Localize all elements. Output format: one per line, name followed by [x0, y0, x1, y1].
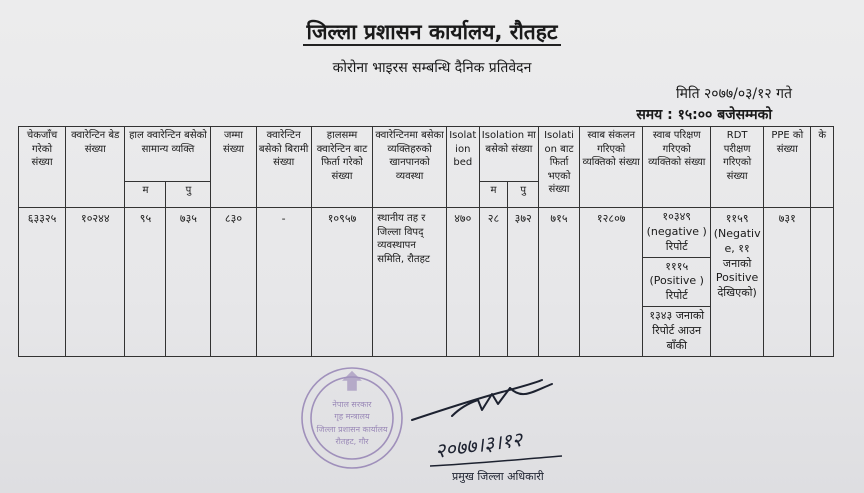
cell-last — [811, 208, 834, 357]
col-rdt: RDT परीक्षण गरिएको संख्या — [711, 127, 764, 208]
cell-swab-tested — [643, 208, 711, 357]
col-iso-female: पु — [508, 182, 539, 208]
cell-rdt: ११५९ (Negative, ११ जनाको Positive देखिएको) — [711, 208, 764, 357]
col-q-returned: हालसम्म क्वारेन्टिन बाट फिर्ता गरेको संख्या — [311, 127, 372, 208]
cell-iso-bed: ४७० — [446, 208, 479, 357]
stamp-line-1: नेपाल सरकार — [332, 400, 372, 409]
cell-ppe: ७३१ — [764, 208, 811, 357]
col-q-sick: क्वारेन्टिन बसेको बिरामी संख्या — [256, 127, 311, 208]
report-date: मिति २०७७/०३/१२ गते — [675, 86, 792, 102]
cell-swab-collected: १२८०७ — [579, 208, 642, 357]
col-q-current: हाल क्वारेन्टिन बसेको सामान्य व्यक्ति — [125, 127, 211, 182]
cell-q-returned: १०९५७ — [311, 208, 372, 357]
office-title: जिल्ला प्रशासन कार्यालय, रौतहट — [0, 18, 864, 46]
cell-checked: ६३३२५ — [19, 208, 66, 357]
swab-pending: १३४३ जनाको रिपोर्ट आउन बाँकी — [643, 306, 710, 356]
col-swab-collected: स्वाब संकलन गरिएको व्यक्तिको संख्या — [579, 127, 642, 208]
cell-q-sick: - — [256, 208, 311, 357]
stamp-line-2: गृह मन्त्रालय — [334, 412, 370, 421]
report-time: समय : १५:०० बजेसम्मको — [636, 107, 772, 123]
signature-date: २०७७।३।१२ — [433, 426, 524, 463]
col-checked: चेकजाँच गरेको संख्या — [19, 127, 66, 208]
table-header-row — [19, 127, 834, 182]
stamp-line-4: रौतहट, गौर — [335, 437, 369, 446]
cell-iso-male: २८ — [479, 208, 508, 357]
cell-total: ८३० — [211, 208, 256, 357]
cell-iso-female: ३७२ — [508, 208, 539, 357]
col-total: जम्मा संख्या — [211, 127, 256, 208]
col-q-male: म — [125, 182, 166, 208]
cell-q-beds: १०२४४ — [66, 208, 125, 357]
col-q-beds: क्वारेन्टिन बेड संख्या — [66, 127, 125, 208]
col-last: के — [811, 127, 834, 208]
col-iso-current: Isolation मा बसेको संख्या — [479, 127, 538, 182]
col-q-female: पु — [166, 182, 211, 208]
col-iso-returned: Isolation बाट फिर्ता भएको संख्या — [539, 127, 580, 208]
cell-iso-returned: ७१५ — [539, 208, 580, 357]
daily-report-table — [18, 126, 834, 357]
signature-role: प्रमुख जिल्ला अधिकारी — [452, 470, 544, 483]
handwritten-signature — [392, 370, 592, 485]
table-row — [19, 208, 834, 357]
cell-q-male: ९५ — [125, 208, 166, 357]
col-iso-bed: Isolation bed — [446, 127, 479, 208]
swab-positive: १११५ (Positive ) रिपोर्ट — [643, 257, 710, 307]
col-q-food: क्वारेन्टिनमा बसेका व्यक्तिहरुको खानपानको व्यवस्था — [373, 127, 447, 208]
swab-negative: १०३४९ (negative ) रिपोर्ट — [646, 210, 707, 253]
report-subtitle: कोरोना भाइरस सम्बन्धि दैनिक प्रतिवेदन — [332, 60, 532, 76]
col-ppe: PPE को संख्या — [764, 127, 811, 208]
cell-q-female: ७३५ — [166, 208, 211, 357]
stamp-line-3: जिल्ला प्रशासन कार्यालय — [316, 425, 388, 434]
cell-q-food: स्थानीय तह र जिल्ला विपद् व्यवस्थापन समिति, रौतहट — [373, 208, 447, 357]
col-iso-male: म — [479, 182, 508, 208]
col-swab-tested: स्वाब परिक्षण गरिएको व्यक्तिको संख्या — [643, 127, 711, 208]
